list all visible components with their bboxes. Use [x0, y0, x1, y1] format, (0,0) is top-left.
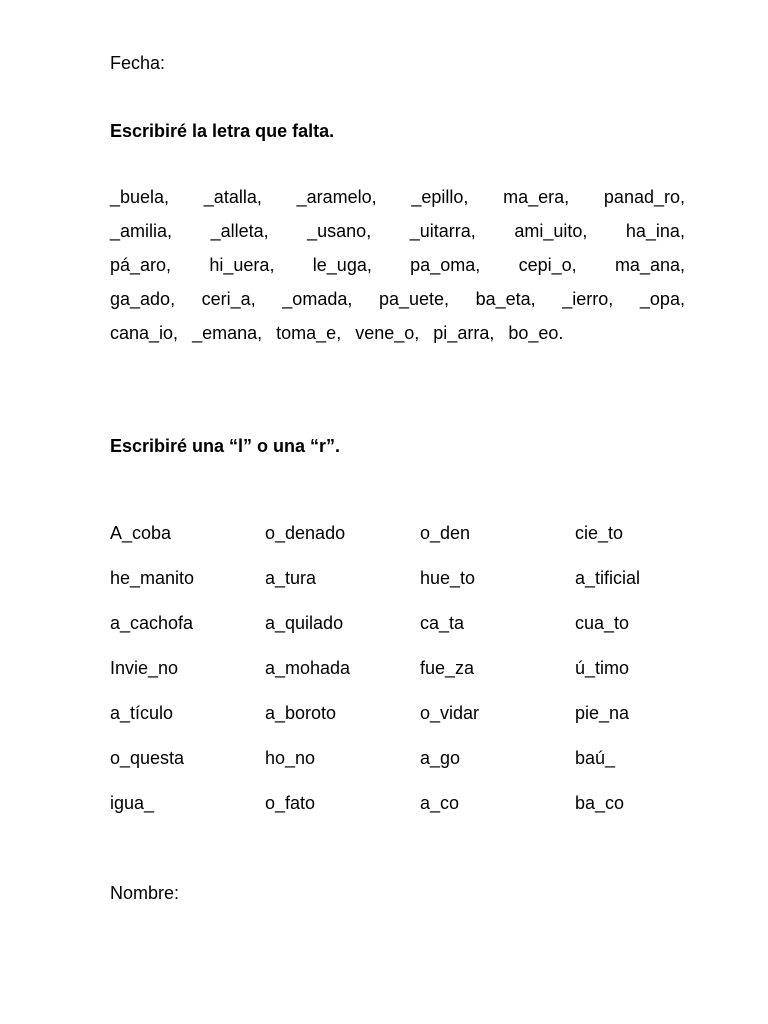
paragraph-line [110, 220, 685, 242]
word-item: _ierro, [562, 289, 614, 309]
grid-word: a_tificial [575, 568, 641, 588]
word-item: _uitarra, [409, 221, 476, 241]
paragraph-line [110, 288, 685, 310]
word-item: pi_arra, [433, 323, 495, 343]
grid-word: ba_co [575, 793, 625, 813]
grid-word: pie_na [575, 703, 630, 723]
section2-title: Escribiré una “l” o una “r”. [110, 436, 341, 456]
word-item: ba_eta, [475, 289, 536, 309]
word-item: _epillo, [411, 187, 469, 207]
section1-title: Escribiré la letra que falta. [110, 121, 335, 141]
word-item: pa_oma, [410, 255, 481, 275]
word-item: _amilia, [110, 221, 173, 241]
word-item: _aramelo, [296, 187, 377, 207]
grid-word: o_vidar [420, 703, 480, 723]
grid-word: ho_no [265, 748, 316, 768]
grid-word: o_denado [265, 523, 346, 543]
word-item: ami_uito, [514, 221, 588, 241]
grid-word: a_boroto [265, 703, 337, 723]
word-item: vene_o, [355, 323, 420, 343]
grid-word: he_manito [110, 568, 195, 588]
name-label: Nombre: [110, 883, 180, 903]
word-item: bo_eo. [508, 323, 564, 343]
grid-word: a_quilado [265, 613, 344, 633]
grid-word: o_questa [110, 748, 185, 768]
date-label: Fecha: [110, 53, 166, 73]
word-item: pá_aro, [110, 255, 172, 275]
grid-word: cie_to [575, 523, 624, 543]
grid-word: ca_ta [420, 613, 465, 633]
grid-word: a_cachofa [110, 613, 194, 633]
word-item: ha_ina, [625, 221, 685, 241]
grid-word: Invie_no [110, 658, 179, 678]
word-item: ceri_a, [201, 289, 256, 309]
grid-word: cua_to [575, 613, 630, 633]
grid-word: ú_timo [575, 658, 630, 678]
word-item: _opa, [639, 289, 685, 309]
grid-word: o_den [420, 523, 471, 543]
word-item: hi_uera, [209, 255, 275, 275]
word-item: ma_ana, [614, 255, 685, 275]
word-item: _usano, [307, 221, 372, 241]
word-item: cepi_o, [518, 255, 577, 275]
grid-word: baú_ [575, 748, 616, 768]
grid-word: a_go [420, 748, 461, 768]
word-item: panad_ro, [603, 187, 685, 207]
word-item: _emana, [192, 323, 263, 343]
word-item: _buela, [110, 187, 170, 207]
grid-word: igua_ [110, 793, 155, 813]
word-item: le_uga, [312, 255, 372, 275]
paragraph-line [110, 186, 685, 208]
word-item: pa_uete, [378, 289, 450, 309]
grid-word: fue_za [420, 658, 475, 678]
paragraph-line [110, 322, 572, 344]
word-item: _omada, [282, 289, 353, 309]
grid-word: a_tículo [110, 703, 174, 723]
word-item: ga_ado, [110, 289, 176, 309]
word-item: ma_era, [503, 187, 570, 207]
word-item: _alleta, [210, 221, 269, 241]
word-item: toma_e, [276, 323, 342, 343]
grid-word: a_co [420, 793, 460, 813]
grid-word: hue_to [420, 568, 476, 588]
grid-word: A_coba [110, 523, 172, 543]
grid-word: o_fato [265, 793, 316, 813]
paragraph-line [110, 254, 685, 276]
grid-word: a_mohada [265, 658, 351, 678]
word-item: _atalla, [203, 187, 262, 207]
word-item: cana_io, [110, 323, 179, 343]
grid-word: a_tura [265, 568, 317, 588]
